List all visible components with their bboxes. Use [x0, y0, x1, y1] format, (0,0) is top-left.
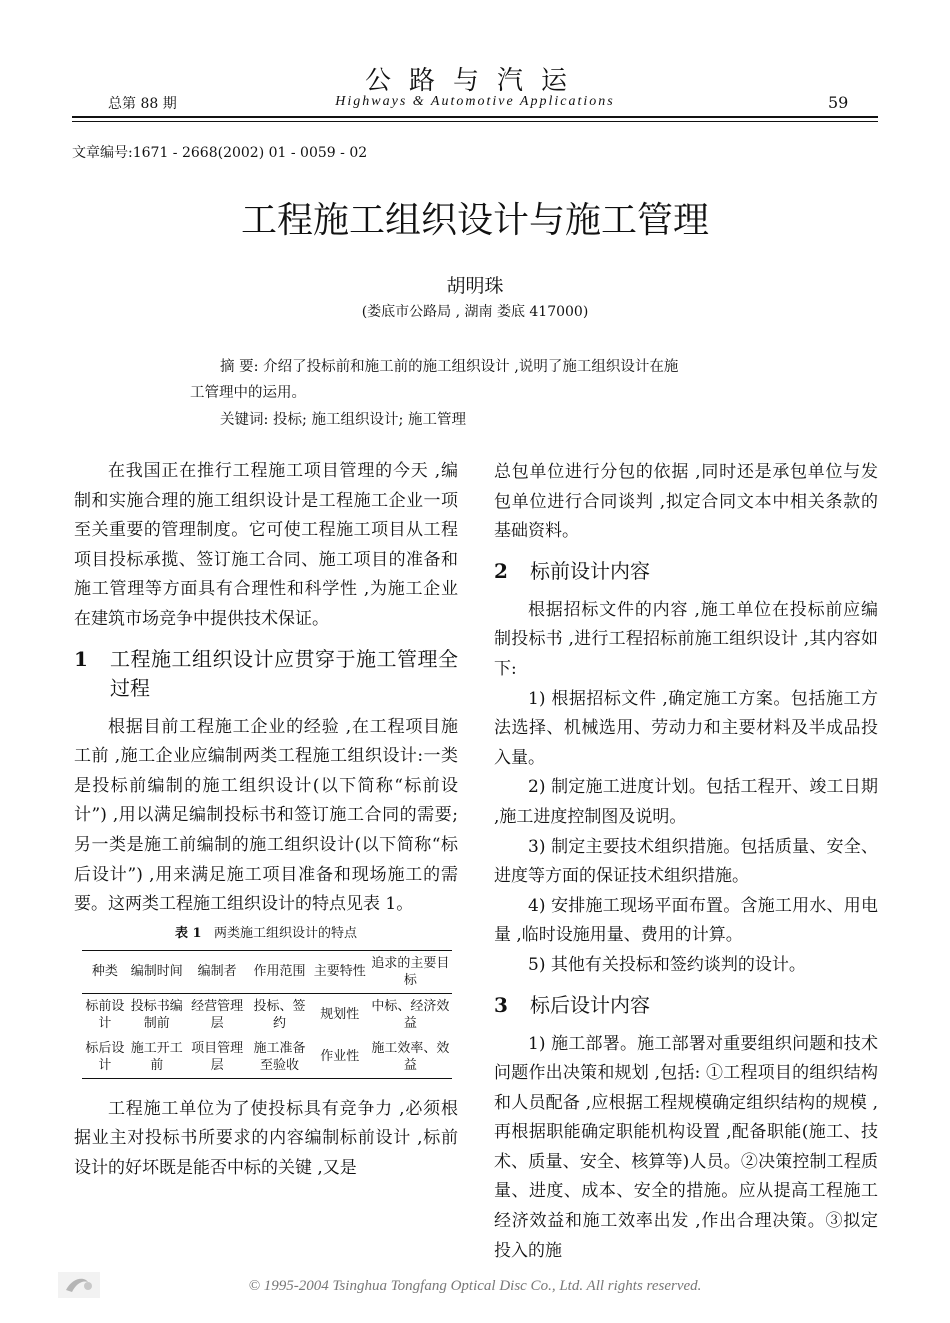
table-cell: 投标书编制前	[130, 998, 183, 1031]
header-rule-thick	[72, 116, 878, 118]
abstract-line-1: 摘 要: 介绍了投标前和施工前的施工组织设计 ,说明了施工组织设计在施	[220, 359, 679, 375]
table-cell: 施工准备至验收	[248, 1036, 310, 1079]
section-3-item-1: 1) 施工部署。施工部署对重要组织问题和技术问题作出决策和规划 ,包括: ①工程项目的组织结构和人员配备 ,应根据工程规模确定组织结构的规模 ,再根据职能确定职能机构设置 ,配备职能(施工、技术、质量、安全、核算等)人员。②决策控制工程质量、进度、成本、安全的措施。应从提高工程施工经济效益和施工效率出发 ,作出合理决策。③拟定投入的施	[494, 1033, 878, 1261]
table-header-cell: 编制时间	[128, 950, 186, 993]
table-caption-text: 两类施工组织设计的特点	[213, 925, 357, 941]
table-caption	[74, 924, 458, 944]
table-header-cell: 编制者	[186, 950, 248, 993]
section-3-title: 标后设计内容	[530, 992, 650, 1017]
article-title: 工程施工组织设计与施工管理	[240, 200, 709, 241]
table-header-row	[82, 950, 452, 993]
left-column	[74, 457, 458, 1184]
comparison-table	[82, 950, 452, 1079]
section-2-item-5: 5) 其他有关投标和签约谈判的设计。	[528, 954, 806, 975]
section-1-paragraph-2: 工程施工单位为了使投标具有竞争力 ,必须根据业主对投标书所要求的内容编制标前设计 ,标前设计的好坏既是能否中标的关键 ,又是	[74, 1098, 458, 1178]
table-cell: 标后设计	[82, 1036, 128, 1079]
table-cell: 标前设计	[85, 998, 125, 1031]
section-2-title: 标前设计内容	[530, 558, 650, 583]
continued-paragraph: 总包单位进行分包的依据 ,同时还是承包单位与发包单位进行合同谈判 ,拟定合同文本中相关条款的基础资料。	[494, 462, 878, 542]
table-cell: 项目管理层	[186, 1036, 248, 1079]
intro-paragraph: 在我国正在推行工程施工项目管理的今天 ,编制和实施合理的施工组织设计是工程施工企业一项至关重要的管理制度。它可使工程施工项目从工程项目投标承揽、签订施工合同、施工项目的准备和施工管理等方面具有合理性和科学性 ,为施工企业在建筑市场竞争中提供技术保证。	[74, 461, 458, 629]
section-2-heading	[494, 557, 878, 586]
section-2-item-2: 2) 制定施工进度计划。包括工程开、竣工日期 ,施工进度控制图及说明。	[494, 777, 878, 827]
table-cell: 经营管理层	[191, 998, 244, 1031]
section-1-paragraph-1: 根据目前工程施工企业的经验 ,在工程项目施工前 ,施工企业应编制两类工程施工组织设计:一类是投标前编制的施工组织设计(以下简称“标前设计”) ,用以满足编制投标书和签订施工合同的需要;另一类是施工前编制的施工组织设计(以下简称“标后设计”) ,用来满足施工项目准备和现场施工的需要。这两类工程施工组织设计的特点见表 1。	[74, 716, 458, 915]
affiliation: (娄底市公路局 , 湖南 娄底 417000)	[361, 304, 589, 320]
journal-title-cn: 公路与汽运	[364, 66, 585, 96]
copyright-footer: © 1995-2004 Tsinghua Tongfang Optical Disc Co., Ltd. All rights reserved.	[248, 1278, 702, 1294]
section-3-heading	[494, 991, 878, 1020]
section-1-heading	[74, 645, 458, 703]
section-2-item-1: 1) 根据招标文件 ,确定施工方案。包括施工方法选择、机械选用、劳动力和主要材料及半成品投入量。	[494, 688, 878, 768]
journal-title-en: Highways & Automotive Applications	[335, 94, 615, 109]
table-caption-number: 表 1	[175, 925, 202, 941]
article-number: 文章编号:1671 - 2668(2002) 01 - 0059 - 02	[72, 145, 368, 161]
table-cell: 投标、签约	[253, 998, 306, 1031]
issue-number: 总第 88 期	[108, 96, 177, 112]
keywords: 关键词: 投标; 施工组织设计; 施工管理	[220, 412, 466, 428]
table-row	[82, 993, 452, 1036]
table-cell: 施工开工前	[128, 1036, 186, 1079]
table-header-cell: 种类	[82, 950, 128, 993]
table-cell: 规划性	[320, 1007, 360, 1023]
abstract	[190, 354, 770, 406]
section-3-number: 3	[494, 992, 508, 1017]
section-2-number: 2	[494, 558, 508, 583]
header-rule-thin	[72, 121, 878, 122]
table-header-cell: 追求的主要目标	[369, 950, 452, 993]
section-1-title: 工程施工组织设计应贯穿于施工管理全过程	[110, 646, 458, 700]
abstract-line-2: 工管理中的运用。	[190, 385, 306, 401]
table-header-cell: 作用范围	[248, 950, 310, 993]
table-cell: 中标、经济效益	[371, 998, 450, 1031]
table-header-cell: 主要特性	[311, 950, 369, 993]
table-cell: 作业性	[311, 1036, 369, 1079]
section-2-item-3: 3) 制定主要技术组织措施。包括质量、安全、进度等方面的保证技术组织措施。	[494, 836, 878, 887]
right-column	[494, 458, 878, 1266]
page-number: 59	[828, 93, 849, 112]
table-row	[82, 1036, 452, 1079]
table-cell: 施工效率、效益	[369, 1036, 452, 1079]
section-1-number: 1	[74, 646, 88, 671]
section-2-item-4: 4) 安排施工现场平面布置。含施工用水、用电量 ,临时设施用量、费用的计算。	[494, 895, 878, 946]
section-2-paragraph: 根据招标文件的内容 ,施工单位在投标前应编制投标书 ,进行工程招标前施工组织设计 ,其内容如下:	[494, 599, 878, 679]
author: 胡明珠	[446, 275, 504, 297]
